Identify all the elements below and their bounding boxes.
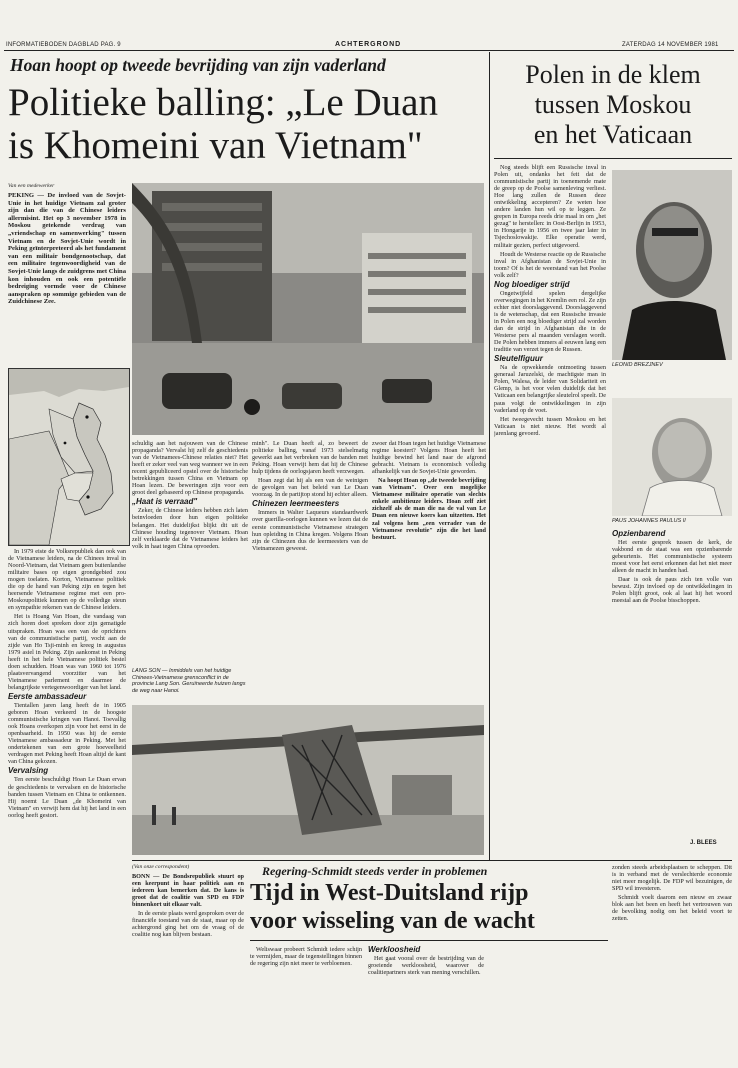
- lead-body-2: Het is Hoang Van Hoan, die vandaag van zich horen doet spreken door zijn gematigde uitspraken. Hoan was een van de oprichters van de communistische partij, vocht aan de zijde van Ho Tsji-minh en kreeg in augustus 1979 asiel in Peking. Zijn aankomst in Peking heeft in het hele Vietnamese politiek bestel doen schudden. Hoan was van 1960 tot 1976 plaatsvervangend voorzitter van het Vietnamese parlement en daarmee de belangrijkste vertegenwoordiger van het land.: [8, 613, 126, 691]
- caption-pope: PAUS JOHANNES PAULUS II: [612, 518, 686, 524]
- street-photo: [132, 183, 484, 435]
- poland-headline-3: en het Vaticaan: [533, 120, 693, 149]
- header-left: INFORMATIEBODEN DAGBLAD PAG. 9: [6, 42, 121, 48]
- poland-column-2: [612, 530, 732, 828]
- poland-body-7: Daar is ook de paus zich ten volle van bewust. Zijn invloed op de ontwikkelingen in Polen blijft groot, ook al laat hij het woord meestal aan de Poolse bisschoppen.: [612, 576, 732, 605]
- lead-column-3: [252, 440, 368, 700]
- bridge-photo: [132, 705, 484, 855]
- bottom-rule: [132, 860, 732, 861]
- poland-body-4: Na de opwekkende ontmoeting tussen generaal Jaruzelski, de machtigste man in Polen, Walesa, de leider van Solidariteit en Glemp, is het voor velen duidelijk dat het Vaticaan een belangrijke sleutelrol speelt. De paus volgt de ontwikkelingen in zijn vaderland op de voet.: [494, 364, 606, 414]
- bottom-column-3: [368, 946, 484, 1060]
- bottom-intro: BONN — De Bondsrepubliek stuurt op een keerpunt in haar politiek aan en iedereen kan bemerken dat. De kans is groot dat de coalitie van SPD en FDP binnenkort uit elkaar valt.: [132, 873, 244, 909]
- lead-body-3: Tientallen jaren lang heeft de in 1905 geboren Hoan verkeerd in de hoogste communistische kringen van Hanoi. Toevallig ook Hoans overkopen zijn voor het eerst in de openbaarheid. In 1950 was hij de eerste Vietnamese ambassadeur in Peking. Met het ondertekenen van een grote hoeveelheid verdragen met Peking heeft Hoan altijd de kant van China gekozen.: [8, 701, 126, 766]
- bottom-column-2: [250, 946, 362, 1060]
- poland-author: J. BLEES: [690, 840, 717, 846]
- lead-body-7: minh". Le Duan heeft al, zo beweert de politieke balling, vanaf 1973 stelselmatig gewerkt aan het verbreken van de banden met Peking. Hoan verwijt hem dat hij de Chinese hulp tijdens de oorlogsjaren heeft verzwegen.: [252, 440, 368, 476]
- poland-body-2: Houdt de Westerse reactie op de Russische inval in Afghanistan de Sovjet-Unie in toom? Of is het de weerstand van het Poolse volk zelf?: [494, 250, 606, 279]
- header-rule: [4, 50, 734, 51]
- brezjnev-photo: [612, 170, 732, 360]
- poland-body-6: Het eerste gesprek tussen de kerk, de vakbond en de staat was een opzienbarende gebeurtenis. Het communistische systeem moest voor het eerst erkennen dat het niet meer alleen de macht in handen had.: [612, 539, 732, 575]
- bottom-byline: (Van onze correspondent): [132, 864, 190, 870]
- bottom-body-1: In de eerste plaats werd gesproken over de financiële toestand van de staat, maar op de achtergrond ging het om de vraag of de coalitie nog kan blijven bestaan.: [132, 910, 244, 939]
- poland-subhead-3: Opzienbarend: [612, 530, 666, 538]
- bottom-subhead-1: Werkloosheid: [368, 946, 421, 954]
- caption-brezjnev: LEONID BREZJNEV: [612, 362, 663, 368]
- poland-body-5: Het tweegevecht tussen Moskou en het Vaticaan is niet nieuw. Het wordt al jarenlang gevoerd.: [494, 415, 606, 437]
- lead-body-10: zwoer dat Hoan tegen het huidige Vietnamese regime koestert? Volgens Hoan heeft het huidige bewind het land naar de afgrond gebracht. Vietnam is economisch volledig afhankelijk van de Sovjet-Unie geworden.: [372, 440, 486, 476]
- bottom-kicker: Regering-Schmidt steeds verder in problemen: [262, 864, 488, 878]
- lead-body-8: Hoan zegt dat hij als een van de weinigen de gevolgen van het beleid van Le Duan voorzag. In de partijtop stond hij echter alleen.: [252, 477, 368, 499]
- bottom-body-5: Schmidt voelt daarom een nieuw en zwaar blok aan het been en heeft het vertrouwen van de bevolking nodig om het beleid voort te zetten.: [612, 894, 732, 923]
- lead-kicker: Hoan hoopt op tweede bevrijding van zijn vaderland: [10, 55, 386, 75]
- lead-column-2: [132, 440, 248, 665]
- bottom-body-3: Het gaat vooral over de bestrijding van de groeiende werkloosheid, waarover de coalitiepartners sterk van mening verschillen.: [368, 955, 484, 977]
- lead-body-1: In 1979 eiste de Volksrepubliek dan ook van de Vietnamese leiders, na de Chinees inval in Noord-Vietnam, dat Vietnam geen buitenlandse militaire bases op eigen grondgebied zou mogen toelaten. Korton, Vietnamese politiek die op de hand van Peking zijn en tegen het heersende Vietnamese regime met een pro-Moskoupolitiek kunnen op de volledige steun en sympathie rekenen van de Chinese leiders.: [8, 548, 126, 612]
- lead-body-11: Na hoopt Hoan op „de tweede bevrijding van Vietnam". Over een mogelijke Vietnamese militaire operatie van slechts enkele ambitieuze leiders. Hoan zelf ziet zichzelf als de man die na de val van Le Duan een nieuwe koers kan uitzetten. Het zal volgens hem „een verrader van de Vietnamese revolutie" zijn die het land bestuurt.: [372, 477, 486, 541]
- lead-byline: Van een medewerker: [8, 183, 55, 189]
- lead-headline-2: is Khomeini van Vietnam": [8, 124, 423, 167]
- photo-caption-lang-son: LANG SON — Inmiddels van het huidige Chinees-Vietnamese grensconflict in de provincie Lang Son. Geruïneerde huizen langs de weg naar Hanoi.: [132, 668, 246, 694]
- lead-body-5: schuldig aan het najouwen van de Chinese propaganda? Vervalst hij zelf de geschiedenis van de Vietnamees-Chinese relaties niet? Het heeft er zeker veel van weg wanneer we in een recent gepubliceerd opstel over de historische betrekkingen tussen China en Vietnam op Hoan lezen. De beweringen zijn voor een groot deel gebaseerd op Chinese propaganda.: [132, 440, 248, 497]
- bottom-headline-rule: [250, 940, 608, 941]
- lead-body-9: Immers in Walter Laqueurs standaardwerk over guerilla-oorlogen kunnen we lezen dat de eerste communistische Vietnamese strategen hun opleiding in China kregen. Volgens Hoan zijn de Chinezen dus de leermeesters van de Vietnamezen geweest.: [252, 509, 368, 552]
- bottom-headline-1: Tijd in West-Duitsland rijp: [250, 880, 529, 906]
- poland-body-1: Nog steeds blijft een Russische inval in Polen uit, ondanks het feit dat de communistische partij in toenemende mate de greep op de Poolse samenleving verliest. Hoe lang zullen de Russen deze ontwikkeling accepteren? Ze weten hoe andere landen hun wil op te leggen. Ze grepen in Europa reeds drie maal in om „het gezag" te herstellen: in Oost-Berlijn in 1953, in Hongarije in 1956 en twee jaar later in Tsjechoslowakije. Elke operatie werd, militair gezien, perfect uitgevoerd.: [494, 164, 606, 249]
- bottom-column-4: [612, 864, 732, 1060]
- bottom-body-2: Weliswaar probeert Schmidt iedere schijn te vermijden, maar de tegenstellingen binnen de regering zijn niet meer te verbloemen.: [250, 946, 362, 968]
- lead-intro: PEKING — De invloed van de Sovjet-Unie in het huidige Vietnam zal groter zijn dan die van de Chinese leiders allermisint. Het op 3 november 1978 in Moskou getekende verdrag van „vriendschap en samenwerking" tussen Vietnam en de Sovjet-Unie wordt in Peking geïnterpreteerd als het fundament van een militair bondgenootschap, dat een militaire tegenwoordigheid van de Sovjet-Unie langs de zuidgrens met China kon inhouden en ook een potentiële bedreiging vormde voor de Chinese aanspraken op sommige gebieden van de Zuidchinese Zee.: [8, 192, 126, 306]
- lead-subhead-2: Vervalsing: [8, 766, 49, 776]
- header-right: ZATERDAG 14 NOVEMBER 1981: [622, 42, 719, 48]
- lead-subhead-4: Chinezen leermeesters: [252, 499, 340, 509]
- lead-column-1: [8, 548, 126, 1060]
- lead-column-4: [372, 440, 486, 702]
- bottom-headline-2: voor wisseling van de wacht: [250, 908, 535, 934]
- poland-subhead-1: Nog bloediger strijd: [494, 279, 570, 289]
- lead-headline-1: Politieke balling: „Le Duan: [8, 81, 438, 124]
- poland-subhead-2: Sleutelfiguur: [494, 354, 543, 364]
- lead-body-6: Zeker, de Chinese leiders hebben zich laten beinvloeden door hun eigen politieke belangen. Het duidelijkst blijkt dit uit de Chinese houding tegenover Vietnam. Hoan zelf verklaarde dat de Vietnamese leiders het volk in haat tegen China opvoeden.: [132, 507, 248, 550]
- poland-headline-2: tussen Moskou: [534, 90, 692, 119]
- bottom-column-1: [132, 864, 244, 1060]
- pope-photo: [612, 398, 732, 516]
- lead-intro-column: [8, 183, 126, 363]
- lead-subhead-3: „Haat is verraad": [132, 497, 198, 507]
- column-rule: [489, 52, 490, 860]
- indochina-map: [8, 368, 130, 546]
- poland-headline-1: Polen in de klem: [525, 60, 701, 89]
- poland-body-3: Ongetwijfeld spelen dergelijke overwegingen in het Kremlin een rol. Ze zijn echter niet doorslaggevend. Doorslaggevend is de wetenschap, dat een Russische invasie in Polen een nog bloediger strijd zal worden dan de strijd in Afghanistan die in de Westerse pers al maanden verslagen wordt. De Polen hebben immers al eeuwen lang een traditie van verzet tegen de Russen.: [494, 289, 606, 354]
- lead-body-4: Ten eerste beschuldigt Hoan Le Duan ervan de geschiedenis te vervalsen en de historische banden tussen Vietnam en China te ontkennen. Hij noemt Le Duan „de Khomeini van Vietnam" en verwijt hem dat hij het land in een oorlog heeft gestort.: [8, 776, 126, 819]
- bottom-body-4: zonden steeds arbeidsplaatsen te scheppen. Dit is in verband met de verslechterde economie niet meer mogelijk. De FDP wil bezuinigen, de SPD wil investeren.: [612, 864, 732, 893]
- poland-column-1: [494, 164, 606, 854]
- poland-headline-rule: [494, 158, 732, 159]
- poland-headline: [494, 60, 732, 150]
- lead-subhead-1: Eerste ambassadeur: [8, 691, 87, 701]
- section-name: ACHTERGROND: [335, 41, 402, 48]
